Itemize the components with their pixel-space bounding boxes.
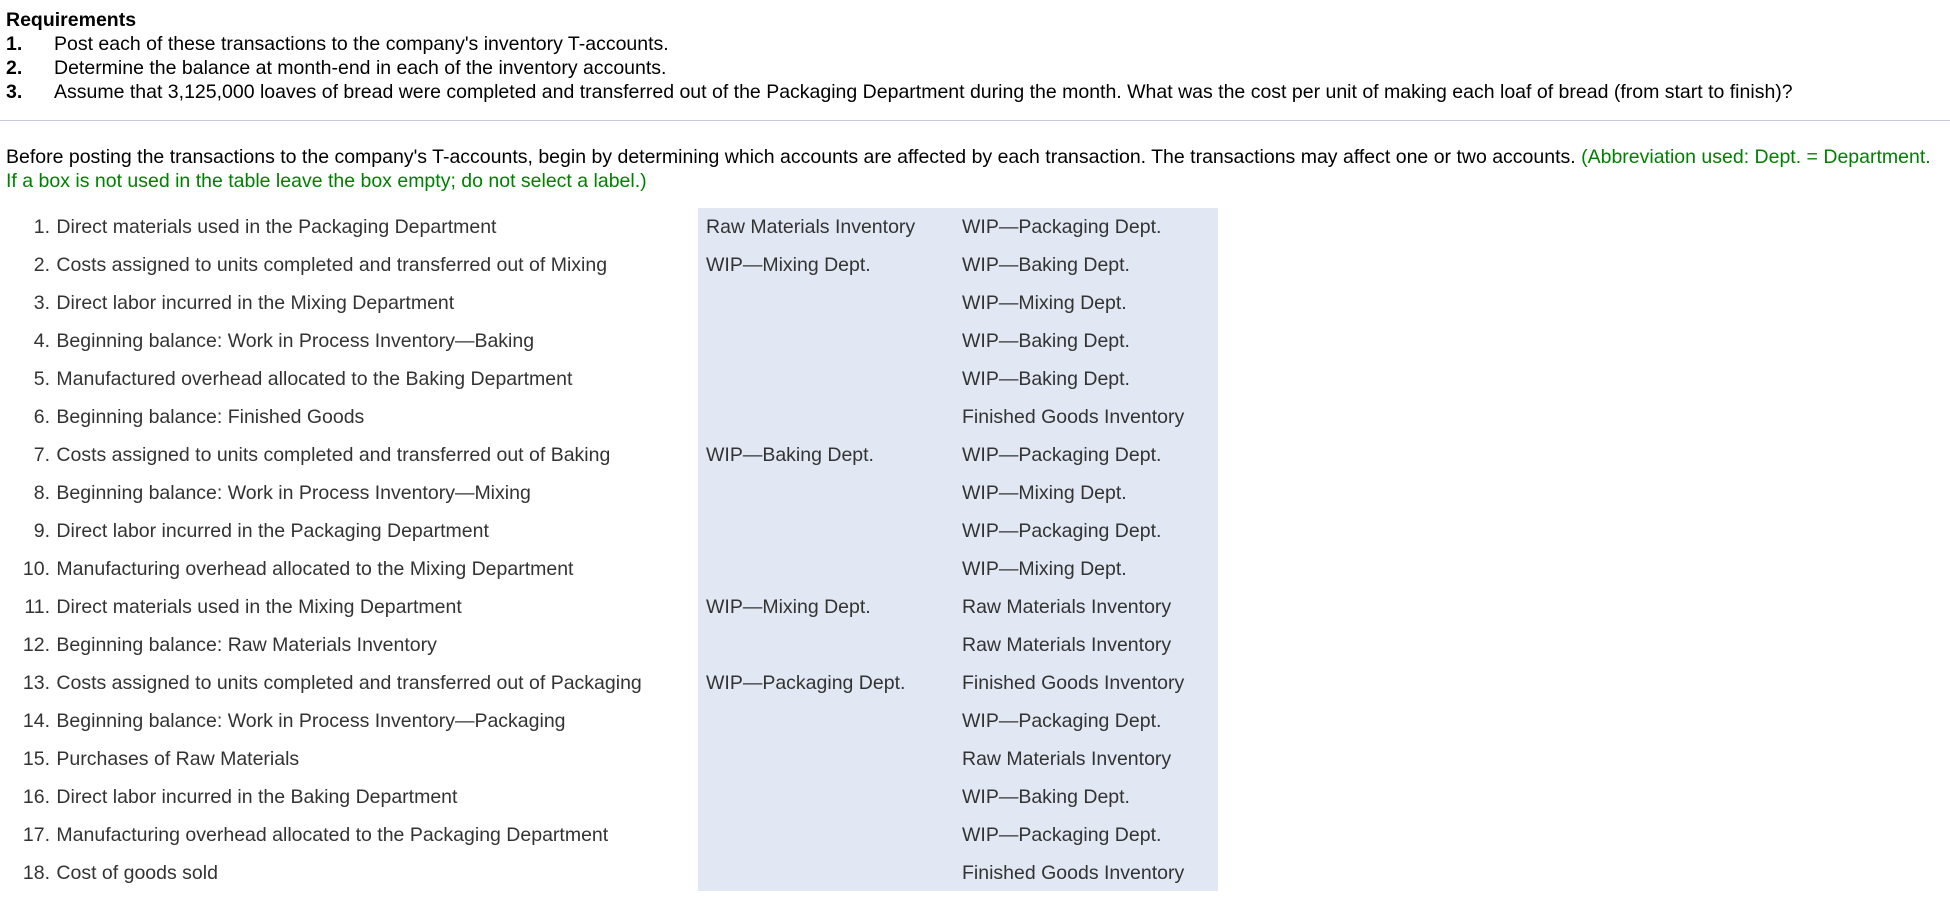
transaction-label — [0, 634, 690, 657]
account-cell-2: Finished Goods Inventory — [962, 405, 1185, 428]
transaction-description: Manufactured overhead allocated to the Baking Department — [56, 367, 573, 390]
transaction-number: 17. — [22, 823, 50, 846]
transaction-number: 2. — [33, 253, 50, 276]
transaction-number: 9. — [33, 519, 50, 542]
instructions-paragraph — [6, 145, 1941, 193]
transaction-label — [0, 710, 690, 733]
transaction-number: 14. — [22, 709, 50, 732]
account-cell-2: Raw Materials Inventory — [962, 595, 1172, 618]
transaction-description: Direct materials used in the Packaging Department — [56, 215, 497, 238]
transaction-number: 5. — [33, 367, 50, 390]
table-row — [0, 816, 1220, 854]
requirements-title: Requirements — [6, 9, 137, 31]
account-cell-1: WIP—Mixing Dept. — [706, 595, 871, 618]
requirement-text: Post each of these transactions to the company's inventory T-accounts. — [54, 33, 669, 55]
transaction-number: 4. — [33, 329, 50, 352]
instructions-note: (Abbreviation used: Dept. = Department. If a box is not used in the table leave the box empty; do not select a label.) — [6, 146, 1931, 192]
transaction-number: 11. — [24, 595, 50, 618]
table-row — [0, 208, 1220, 246]
account-cell-2: WIP—Baking Dept. — [962, 785, 1130, 808]
table-row — [0, 740, 1220, 778]
transaction-label — [0, 862, 690, 885]
table-row — [0, 398, 1220, 436]
table-row — [0, 550, 1220, 588]
instructions-text: Before posting the transactions to the company's T-accounts, begin by determining which accounts are affected by each transaction. The transactions may affect one or two accounts. — [6, 146, 1582, 168]
requirement-item — [6, 32, 1941, 56]
transaction-label — [0, 444, 690, 467]
table-row — [0, 322, 1220, 360]
table-row — [0, 474, 1220, 512]
transaction-number: 13. — [22, 671, 50, 694]
table-row — [0, 284, 1220, 322]
account-cell-2: WIP—Mixing Dept. — [962, 557, 1127, 580]
transaction-description: Cost of goods sold — [56, 861, 218, 884]
account-cell-2: WIP—Packaging Dept. — [962, 443, 1162, 466]
account-cell-1: WIP—Baking Dept. — [706, 443, 874, 466]
transaction-description: Manufacturing overhead allocated to the Packaging Department — [56, 823, 609, 846]
account-cell-2: Raw Materials Inventory — [962, 747, 1172, 770]
table-row — [0, 702, 1220, 740]
table-row — [0, 778, 1220, 816]
requirement-item — [6, 56, 1941, 80]
account-cell-1: WIP—Packaging Dept. — [706, 671, 906, 694]
transaction-description: Manufacturing overhead allocated to the Mixing Department — [56, 557, 574, 580]
requirement-number: 3. — [6, 81, 23, 103]
transaction-label — [0, 406, 690, 429]
table-row — [0, 664, 1220, 702]
transaction-description: Beginning balance: Raw Materials Inventory — [56, 633, 437, 656]
transaction-number: 1. — [33, 215, 50, 238]
section-divider — [0, 120, 1950, 121]
transaction-label — [0, 330, 690, 353]
transaction-label — [0, 824, 690, 847]
transaction-number: 16. — [22, 785, 50, 808]
account-cell-2: Raw Materials Inventory — [962, 633, 1172, 656]
transaction-number: 15. — [22, 747, 50, 770]
transaction-description: Beginning balance: Work in Process Inventory—Mixing — [56, 481, 531, 504]
table-row — [0, 512, 1220, 550]
table-row — [0, 854, 1220, 892]
transaction-description: Direct labor incurred in the Mixing Department — [56, 291, 455, 314]
account-cell-2: Finished Goods Inventory — [962, 671, 1185, 694]
transaction-label — [0, 368, 690, 391]
transaction-label — [0, 672, 690, 695]
transaction-number: 18. — [22, 861, 50, 884]
transaction-label — [0, 216, 690, 239]
requirement-text: Determine the balance at month-end in each of the inventory accounts. — [54, 57, 667, 79]
transaction-label — [0, 292, 690, 315]
account-cell-2: Finished Goods Inventory — [962, 861, 1185, 884]
transaction-description: Beginning balance: Work in Process Inventory—Baking — [56, 329, 535, 352]
account-cell-1: WIP—Mixing Dept. — [706, 253, 871, 276]
account-cell-2: WIP—Mixing Dept. — [962, 481, 1127, 504]
transaction-label — [0, 254, 690, 277]
transaction-number: 6. — [33, 405, 50, 428]
transaction-description: Purchases of Raw Materials — [56, 747, 300, 770]
account-cell-1: Raw Materials Inventory — [706, 215, 916, 238]
transaction-label — [0, 482, 690, 505]
transaction-label — [0, 558, 690, 581]
requirement-number: 1. — [6, 33, 23, 55]
account-cell-2: WIP—Mixing Dept. — [962, 291, 1127, 314]
transaction-label — [0, 748, 690, 771]
account-cell-2: WIP—Packaging Dept. — [962, 215, 1162, 238]
account-cell-2: WIP—Baking Dept. — [962, 367, 1130, 390]
account-cell-2: WIP—Baking Dept. — [962, 253, 1130, 276]
transactions-table — [0, 208, 1220, 892]
transaction-description: Beginning balance: Finished Goods — [56, 405, 365, 428]
table-row — [0, 360, 1220, 398]
transaction-label — [0, 596, 690, 619]
account-cell-2: WIP—Packaging Dept. — [962, 519, 1162, 542]
account-cell-2: WIP—Baking Dept. — [962, 329, 1130, 352]
transaction-description: Costs assigned to units completed and transferred out of Baking — [56, 443, 611, 466]
transaction-description: Direct labor incurred in the Packaging Department — [56, 519, 489, 542]
table-row — [0, 626, 1220, 664]
requirement-text: Assume that 3,125,000 loaves of bread were completed and transferred out of the Packaging Department during the month. What was the cost per unit of making each loaf of bread (from start to finish)? — [54, 81, 1793, 103]
transaction-number: 10. — [22, 557, 50, 580]
requirements-section — [6, 8, 1941, 104]
account-cell-2: WIP—Packaging Dept. — [962, 709, 1162, 732]
account-cell-2: WIP—Packaging Dept. — [962, 823, 1162, 846]
transaction-description: Costs assigned to units completed and transferred out of Mixing — [56, 253, 608, 276]
transaction-number: 8. — [33, 481, 50, 504]
table-row — [0, 588, 1220, 626]
transaction-label — [0, 520, 690, 543]
transaction-number: 3. — [33, 291, 50, 314]
table-row — [0, 436, 1220, 474]
requirement-number: 2. — [6, 57, 23, 79]
requirement-item — [6, 80, 1941, 104]
transaction-description: Direct labor incurred in the Baking Department — [56, 785, 458, 808]
table-row — [0, 246, 1220, 284]
transaction-number: 7. — [33, 443, 50, 466]
transaction-description: Costs assigned to units completed and transferred out of Packaging — [56, 671, 642, 694]
transaction-description: Beginning balance: Work in Process Inventory—Packaging — [56, 709, 566, 732]
transaction-label — [0, 786, 690, 809]
transaction-description: Direct materials used in the Mixing Department — [56, 595, 462, 618]
transaction-number: 12. — [22, 633, 50, 656]
